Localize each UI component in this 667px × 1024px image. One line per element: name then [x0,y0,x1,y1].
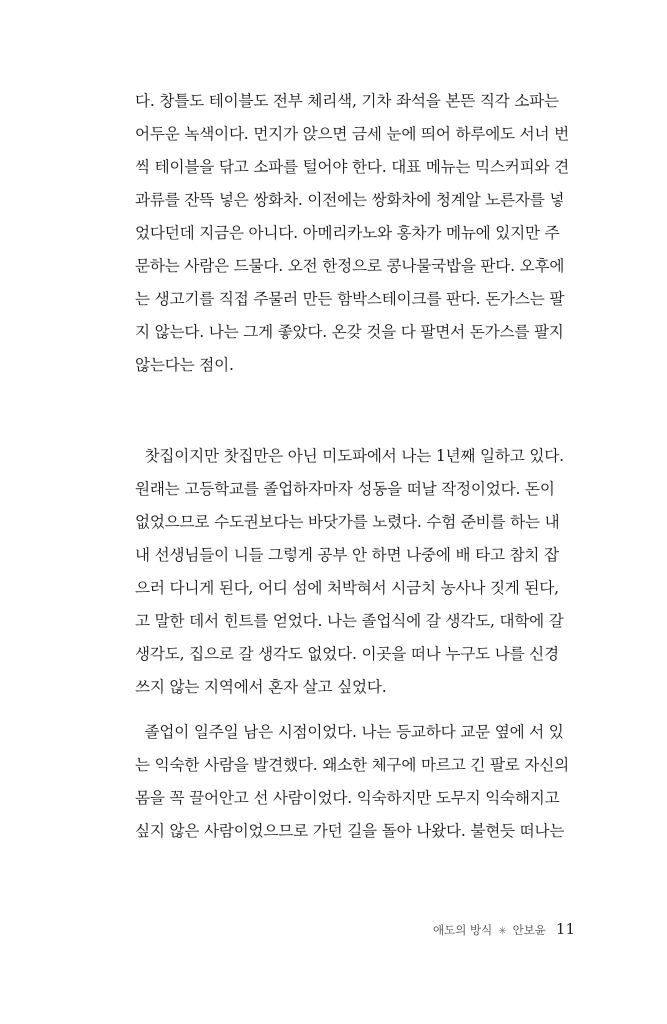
running-footer [433,920,575,946]
text-line: 씩 테이블을 닦고 소파를 털어야 한다. 대표 메뉴는 믹스커피와 견 [135,158,570,176]
text-line: 찻집이지만 찻집만은 아닌 미도파에서 나는 1년째 일하고 있다. [135,447,564,465]
book-title: 애도의 방식 [432,923,493,937]
text-line: 졸업이 일주일 남은 시점이었다. 나는 등교하다 교문 옆에 서 있 [135,723,564,741]
text-line: 었다던데 지금은 아니다. 아메리카노와 홍차가 메뉴에 있지만 주 [135,224,560,242]
text-line: 고 말한 데서 힌트를 얻었다. 나는 졸업식에 갈 생각도, 대학에 갈 [135,612,564,630]
author-name: 안보윤 [512,923,546,937]
text-line: 지 않는다. 나는 그게 좋았다. 온갖 것을 다 팔면서 돈가스를 팔지 [135,323,564,341]
text-line: 않는다는 점이. [135,356,234,374]
text-line: 는 생고기를 직접 주물러 만든 함박스테이크를 판다. 돈가스는 팔 [135,290,565,308]
text-line: 는 익숙한 사람을 발견했다. 왜소한 체구에 마르고 긴 팔로 자신의 [135,756,570,774]
text-line: 싶지 않은 사람이었으므로 가던 길을 돌아 나왔다. 불현듯 떠나는 [135,822,565,840]
text-line: 내 선생님들이 니들 그렇게 공부 안 하면 나중에 배 타고 참치 잡 [135,546,559,564]
text-line: 없었으므로 수도권보다는 바닷가를 노렸다. 수험 준비를 하는 내 [135,513,560,531]
text-line: 다. 창틀도 테이블도 전부 체리색, 기차 좌석을 본뜬 직각 소파는 [135,92,559,110]
text-line: 으러 다니게 된다, 어디 섬에 처박혀서 시금치 농사나 짓게 된다, [135,579,559,597]
text-line: 쓰지 않는 지역에서 혼자 살고 싶었다. [135,678,387,696]
text-line: 몸을 꼭 끌어안고 선 사람이었다. 익숙하지만 도무지 익숙해지고 [135,789,560,807]
text-line: 어두운 녹색이다. 먼지가 앉으면 금세 눈에 띄어 하루에도 서너 번 [135,125,570,143]
page-number: 11 [555,920,575,938]
text-line: 과류를 잔뜩 넣은 쌍화차. 이전에는 쌍화차에 청계알 노른자를 넣 [135,191,565,209]
text-line: 문하는 사람은 드물다. 오전 한정으로 콩나물국밥을 판다. 오후에 [135,257,565,275]
text-line: 생각도, 집으로 갈 생각도 없었다. 이곳을 떠나 누구도 나를 신경 [135,645,559,663]
asterisk-separator-icon: ✳ [498,926,507,937]
text-line: 원래는 고등학교를 졸업하자마자 성동을 떠날 작정이었다. 돈이 [135,480,555,498]
